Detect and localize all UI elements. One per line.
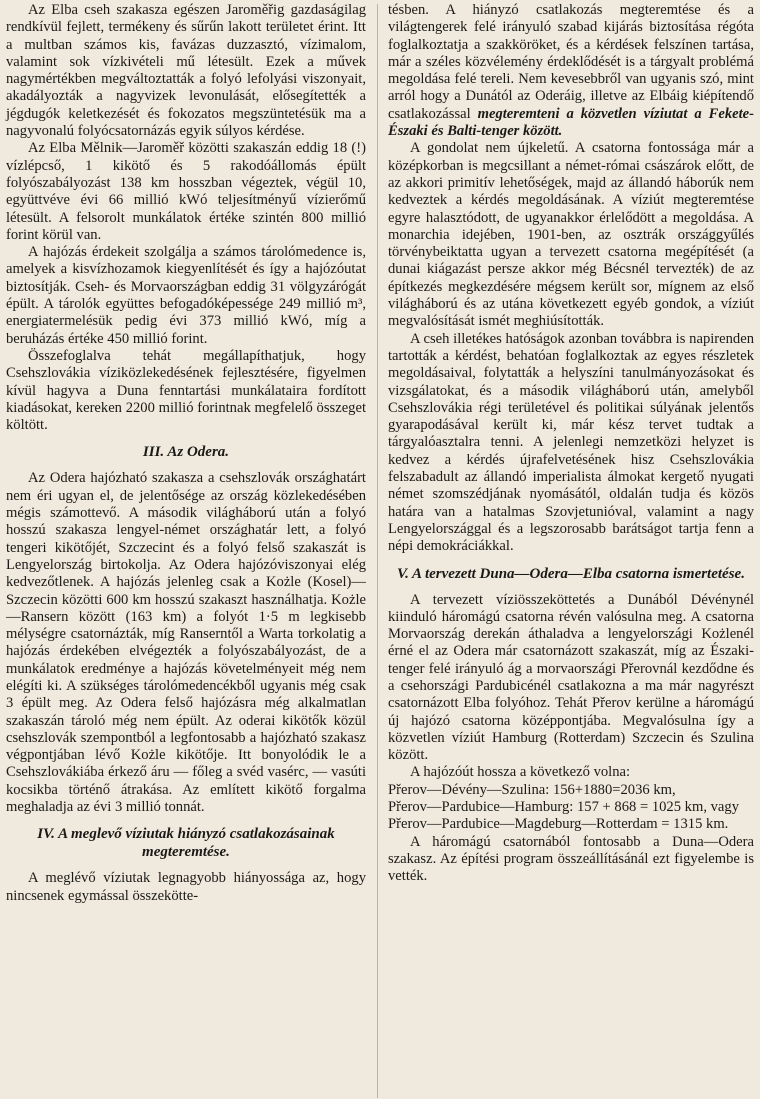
paragraph: A tervezett víziösszeköttetés a Dunából Dévénynél kiinduló háromágú csatorna révén valósulna meg. A csatorna Morvaország derekán áthaladva a lengyelországi Kożlenél érné el az Odera már csatornázott szakaszát, míg az Északi-tenger felé irányuló ág a morvaországi Přerovnál kezdődne és a csehországi Pardubicénél csatlakozna a ma már nagyrészt csatornázott Elba folyóhoz. Tehát Přerov kerülne a háromágú új hajózó csatorna középpontjába. Megvalósulna így a közvetlen víziút Hamburg (Rotterdam) Szczecin és Szulina között. — [388, 591, 754, 764]
paragraph: A meglévő víziutak legnagyobb hiányossága az, hogy nincsenek egymással összekötte- — [6, 870, 366, 904]
paragraph: A gondolat nem újkeletű. A csatorna fontossága már a középkorban is megcsillant a német-római császárok előtt, de az akkori primitív lehetőségek, majd az állandó háborúk nem kedveztek a kérdés megoldásának. A víziút megteremtése egyre halasztódott, de ugyanakkor érlelődött a megoldása. A monarchia idejében, 1901-ben, az osztrák országgyűlés törvénybeiktatta ugyan a tervezett csatorna megépítését (a dunai kiágazást persze akkor még Bécsnél tervezték) de az építkezés megkezdésére mégsem került sor, mígnem az első világháború és az utána következett egyéb gondok, a víziút megvalósítását ismét meghiúsították. — [388, 140, 754, 330]
paragraph: A háromágú csatornából fontosabb a Duna—Odera szakasz. Az építési program összeállításánál ezt figyelembe is vették. — [388, 833, 754, 885]
paragraph: Összefoglalva tehát megállapíthatjuk, hogy Csehszlovákia víziközlekedésének fejlesztésére, figyelmen kívül hagyva a Duna fenntartási munkálataira fordított kiadásokat, kereken 2200 millió forintnak megfelelő összeget költött. — [6, 347, 366, 434]
paragraph: A cseh illetékes hatóságok azonban továbbra is napirenden tartották a kérdést, behatóan foglalkoztak az egyes részletek megoldásaival, folytatták a helyszíni tanulmányozásokat és vizsgálatokat, és a második világháború után, amelyből Csehszlovákia régi területével és politikai súlyának jelentős gyarapodásával került ki, már kész tervet tudtak a tárgyalóasztalra tenni. A jelenlegi nemzetközi helyzet is kedvez a kérdés újrafelvetésének hisz Csehszlovákia felszabadult az állandó imperialista álmokat kergető nyugati német szomszédjának nyomásától, oldalán tudja és közös határa van a hatalmas Szovjetunióval, valamint a nagy Lengyelországgal és a legszorosabb barátságot tartja fenn a népi demokráciákkal. — [388, 330, 754, 555]
route-length: Přerov—Pardubice—Hamburg: 157 + 868 = 1025 km, vagy Přerov—Pardubice—Magdeburg—Rotterdam = 1315 km. — [388, 799, 739, 833]
paragraph: A hajózás érdekeit szolgálja a számos tárolómedence is, amelyek a kisvízhozamok kiegyenlítését és így a hajózóutat biztosítják. Cseh- és Morvaországban eddig 31 völgyzárógát épült. A tárolók együttes befogadóképessége 249 millió m³, energiatermelésük pedig évi 373 millió kWó, míg a beruházás értéke 450 millió forint. — [6, 244, 366, 347]
paragraph-continuation — [388, 2, 754, 140]
section-heading: IV. A meglevő víziutak hiányzó csatlakozásainak megteremtése. — [37, 826, 335, 861]
column-divider — [377, 4, 378, 1098]
emphasized-text: megteremteni a közvetlen víziutat a Fekete-Északi és Balti-tenger között. — [388, 105, 754, 140]
paragraph: Az Odera hajózható szakasza a csehszlovák országhatárt nem éri ugyan el, de jelentősége az ország közlekedésében mégis számottevő. A második világháború után a folyó hosszú szakasza lengyel-német országhatár lett, a folyó tengeri kikötőjét, Szczecint és a folyó felső szakaszát is Lengyelország birtokolja. Az Odera hajózóviszonyai elég kedvezőtlenek. A hajózás jelenleg csak a Kożle (Kosel)—Szczecin közötti 600 km hosszú szakaszt használhatja. Kożle—Ransern között (163 km) a folyót 1·5 m legkisebb mélységre csatornázták, míg Ranserntől a Warta torkolatig a hajózás érdekében elvégezték a folyószabályozást, de a munkálatok eredménye a hajózás követelményeit még nem elégíti ki. A szükséges tárolómedencékből ugyanis még csak 3 épült meg. Az Odera felső hajózásra még alkalmatlan szakaszán tároló még nem épült. Az oderai kikötők közül csehszlovák szempontból a legfontosabb a hajózható szakasz végpontjában lévő Kożle kikötője. Itt bonyolódik le a Csehszlovákiába érkező áru — főleg a svéd vasérc, — vasúti kocsikba történő átrakása. Az említett kikötő forgalma meghaladja az évi 3 millió tonnát. — [6, 470, 366, 816]
paragraph: Az Elba cseh szakasza egészen Jaroměřig gazdaságilag rendkívül fejlett, termékeny és sűrűn lakott területet érint. Itt a multban számos kis, favázas duzzasztó, vízimalom, valamint sok vízkivételi mű létesült. Ezek a művek nagymértékben megváltoztatták a folyó lefolyási viszonyait, akadályozták a nagyvizek levonulását, elősegítették a jégdugók keletkezését és fokozatos megszüntetésük ma a nagyvonalú folyócsatornázás egyik súlyos kérdése. — [6, 2, 366, 140]
left-column — [6, 2, 366, 905]
paragraph: Az Elba Mělnik—Jaroměř közötti szakaszán eddig 18 (!) vízlépcső, 1 kikötő és 5 rakodóállomás épült folyószabályozást 138 km hosszban végeztek, végül 10, együttvéve évi 66 millió kWó teljesítményű vízierőmű létesült. A felsorolt munkálatok értéke szintén 800 millió forint körül van. — [6, 140, 366, 243]
route-length: Přerov—Dévény—Szulina: 156+1880=2036 km, — [388, 781, 676, 798]
paragraph: A hajózóút hossza a következő volna: — [410, 764, 631, 781]
paragraph-text: tésben. A hiányzó csatlakozás megteremtése és a világtengerek felé irányuló szabad kijárás biztosítása régóta foglalkoztatja a szakköröket, és a kérdések felszínen tartása, már a széles közvélemény érdeklődését is a tárgyalt problémá megoldása felé tereli. Nem kevesebbről van ugyanis szó, mint arról hogy a Dunától az Oderáig, illetve az Elbáig kiépítendő csatlakozással — [388, 2, 754, 122]
section-heading: III. Az Odera. — [142, 444, 230, 461]
section-heading: V. A tervezett Duna—Odera—Elba csatorna ismertetése. — [397, 565, 745, 582]
right-column — [388, 2, 754, 886]
